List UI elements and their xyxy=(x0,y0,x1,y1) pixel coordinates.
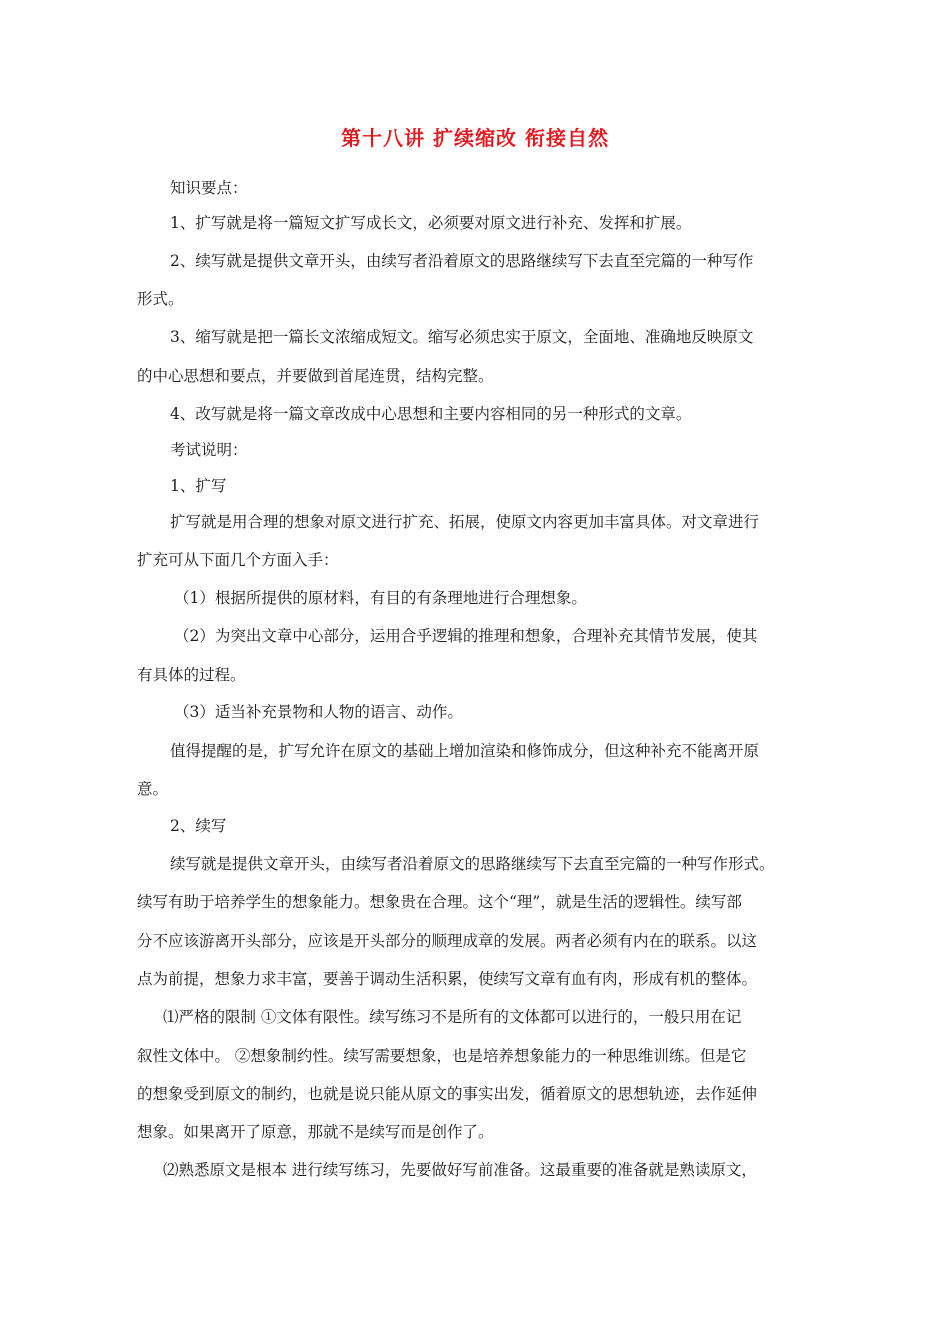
paragraph-line: ⑵熟悉原文是根本 进行续写练习，先要做好写前准备。这最重要的准备就是熟读原文， xyxy=(163,1161,757,1179)
list-item: （3）适当补充景物和人物的语言、动作。 xyxy=(174,703,463,721)
paragraph-line: 形式。 xyxy=(137,290,184,308)
paragraph-line: 点为前提，想象力求丰富，要善于调动生活积累，使续写文章有血有肉，形成有机的整体。 xyxy=(137,970,758,988)
paragraph-line: 值得提醒的是，扩写允许在原文的基础上增加渲染和修饰成分，但这种补充不能离开原 xyxy=(170,742,760,760)
subsection-heading: 2、续写 xyxy=(170,817,227,835)
list-item: （2）为突出文章中心部分，运用合乎逻辑的推理和想象，合理补充其情节发展，使其 xyxy=(174,627,758,645)
paragraph-line: 扩充可从下面几个方面入手： xyxy=(137,551,339,569)
paragraph-line: 叙性文体中。 ②想象制约性。续写需要想象，也是培养想象能力的一种思维训练。但是它 xyxy=(137,1047,747,1065)
paragraph-line: ⑴严格的限制 ①文体有限性。续写练习不是所有的文体都可以进行的，一般只用在记 xyxy=(163,1008,742,1026)
paragraph-line: 续写就是提供文章开头，由续写者沿着原文的思路继续写下去直至完篇的一种写作形式。 xyxy=(170,855,775,873)
paragraph-line: 意。 xyxy=(137,780,169,798)
section-heading: 考试说明： xyxy=(170,441,248,459)
paragraph-line: 分不应该游离开头部分，应该是开头部分的顺理成章的发展。两者必须有内在的联系。以这 xyxy=(137,932,758,950)
subsection-heading: 1、扩写 xyxy=(170,477,227,495)
paragraph-line: 的想象受到原文的制约，也就是说只能从原文的事实出发，循着原文的思想轨迹，去作延伸 xyxy=(137,1085,758,1103)
paragraph-line: 有具体的过程。 xyxy=(137,666,246,684)
section-heading: 知识要点： xyxy=(170,179,248,197)
page-title: 第十八讲 扩续缩改 衔接自然 xyxy=(341,126,609,150)
paragraph-line: 1、扩写就是将一篇短文扩写成长文，必须要对原文进行补充、发挥和扩展。 xyxy=(170,214,692,232)
paragraph-line: 3、缩写就是把一篇长文浓缩成短文。缩写必须忠实于原文，全面地、准确地反映原文 xyxy=(170,328,754,346)
paragraph-line: 想象。如果离开了原意，那就不是续写而是创作了。 xyxy=(137,1123,494,1141)
paragraph-line: 的中心思想和要点，并要做到首尾连贯，结构完整。 xyxy=(137,367,494,385)
paragraph-line: 4、改写就是将一篇文章改成中心思想和主要内容相同的另一种形式的文章。 xyxy=(170,405,692,423)
paragraph-line: 扩写就是用合理的想象对原文进行扩充、拓展，使原文内容更加丰富具体。对文章进行 xyxy=(170,513,760,531)
list-item: （1）根据所提供的原材料，有目的有条理地进行合理想象。 xyxy=(174,589,587,607)
paragraph-line: 续写有助于培养学生的想象能力。想象贵在合理。这个“理”，就是生活的逻辑性。续写部 xyxy=(137,893,742,911)
paragraph-line: 2、续写就是提供文章开头，由续写者沿着原文的思路继续写下去直至完篇的一种写作 xyxy=(170,252,754,270)
